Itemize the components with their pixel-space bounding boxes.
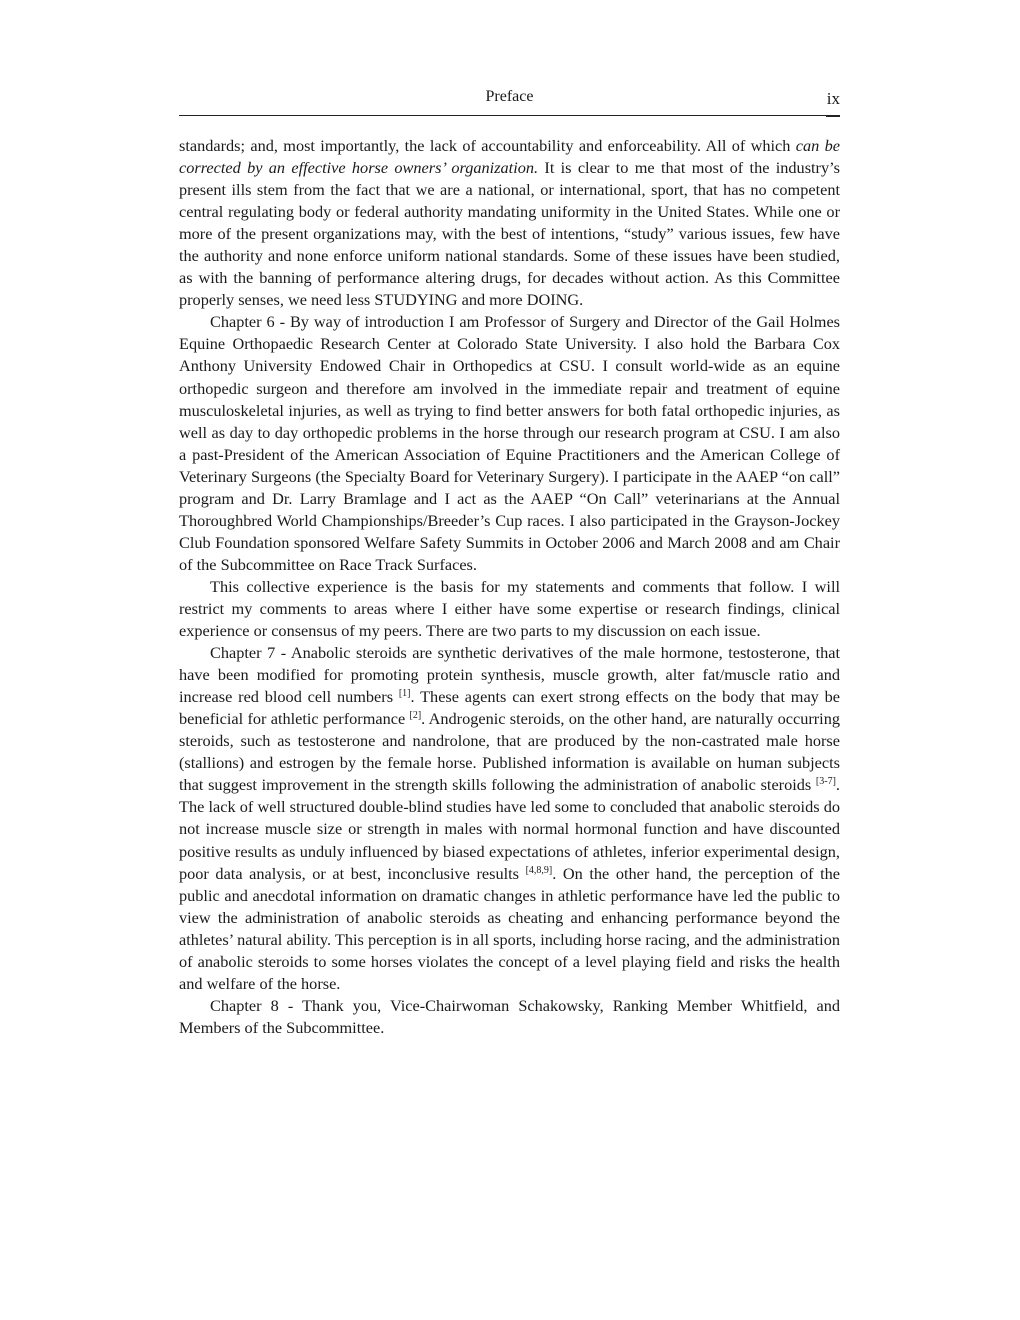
citation-ref: [1] <box>398 688 411 700</box>
citation-ref: [3-7] <box>815 776 836 788</box>
running-header <box>179 84 840 116</box>
paragraph-text: It is clear to me that most of the industry’s present ills stem from the fact that we are a national, or international, sport, that has no competent central regulating body or federal authority mandating uniformity in the United States. While one or more of the present organizations may, with the best of intentions, “study” various issues, few have the authority and none enforce uniform national standards. Some of these issues have been studied, as with the banning of performance altering drugs, for decades without action. As this Committee properly senses, we need less STUDYING and more DOING. <box>179 158 840 310</box>
document-page <box>179 84 840 1039</box>
page-number: ix <box>826 89 840 108</box>
paragraph-chapter-6: Chapter 6 - By way of introduction I am Professor of Surgery and Director of the Gail Holmes Equine Orthopaedic Research Center at Colorado State University. I also hold the Barbara Cox Anthony University Endowed Chair in Orthopedics at CSU. I consult world-wide as an equine orthopedic surgeon and therefore am involved in the immediate repair and treatment of equine musculoskeletal injuries, as well as trying to find better answers for both fatal orthopedic injuries, as well as day to day orthopedic problems in the horse through our research program at CSU. I am also a past-President of the American Association of Equine Practitioners and the American College of Veterinary Surgeons (the Specialty Board for Veterinary Surgery). I participate in the AAEP “on call” program and Dr. Larry Bramlage and I act as the AAEP “On Call” veterinarians at the Annual Thoroughbred World Championships/Breeder’s Cup races. I also participated in the Grayson-Jockey Club Foundation sponsored Welfare Safety Summits in October 2006 and March 2008 and am Chair of the Subcommittee on Race Track Surfaces. <box>179 312 840 574</box>
paragraph-text: . Androgenic steroids, on the other hand, are naturally occurring steroids, such as testosterone and nandrolone, that are produced by the non-castrated male horse (stallions) and estrogen by the female horse. Published information is available on human subjects that suggest improvement in the strength skills following the administration of anabolic steroids <box>179 709 840 795</box>
paragraph-chapter-8: Chapter 8 - Thank you, Vice-Chairwoman Schakowsky, Ranking Member Whitfield, and Members of the Subcommittee. <box>179 995 840 1037</box>
page-number-rule <box>826 115 840 117</box>
paragraph-standards <box>179 135 840 311</box>
paragraph-text: . On the other hand, the perception of the public and anecdotal information on dramatic changes in athletic performance have led the public to view the administration of anabolic steroids as cheating and enhancing performance beyond the athletes’ natural ability. This perception is in all sports, including horse racing, and the administration of anabolic steroids to some horses violates the concept of a level playing field and risks the health and welfare of the horse. <box>179 863 840 993</box>
paragraph-collective-experience: This collective experience is the basis for my statements and comments that follow. I will restrict my comments to areas where I either have some expertise or research findings, clinical experience or consensus of my peers. There are two parts to my discussion on each issue. <box>179 576 840 641</box>
citation-ref: [4,8,9] <box>525 864 553 876</box>
paragraph-text: . These agents can exert strong effects on the body that may be beneficial for athletic performance <box>179 687 840 729</box>
body-text <box>179 135 840 1039</box>
italic-emphasis: can be corrected by an effective horse owners’ organization. <box>179 136 840 178</box>
running-header-title: Preface <box>485 88 534 105</box>
citation-ref: [2] <box>409 710 422 722</box>
paragraph-chapter-7 <box>179 642 840 995</box>
paragraph-text: Chapter 7 - Anabolic steroids are synthetic derivatives of the male hormone, testosterone, that have been modified for promoting protein synthesis, muscle growth, alter fat/muscle ratio and increase red blood cell numbers <box>179 643 840 707</box>
paragraph-text: standards; and, most importantly, the lack of accountability and enforceability. All of which <box>179 136 796 155</box>
paragraph-text: . The lack of well structured double-blind studies have led some to concluded that anabolic steroids do not increase muscle size or strength in males with normal hormonal function and have discounted positive results as unduly influenced by biased expectations of athletes, inferior experimental design, poor data analysis, or at best, inconclusive results <box>179 775 840 883</box>
